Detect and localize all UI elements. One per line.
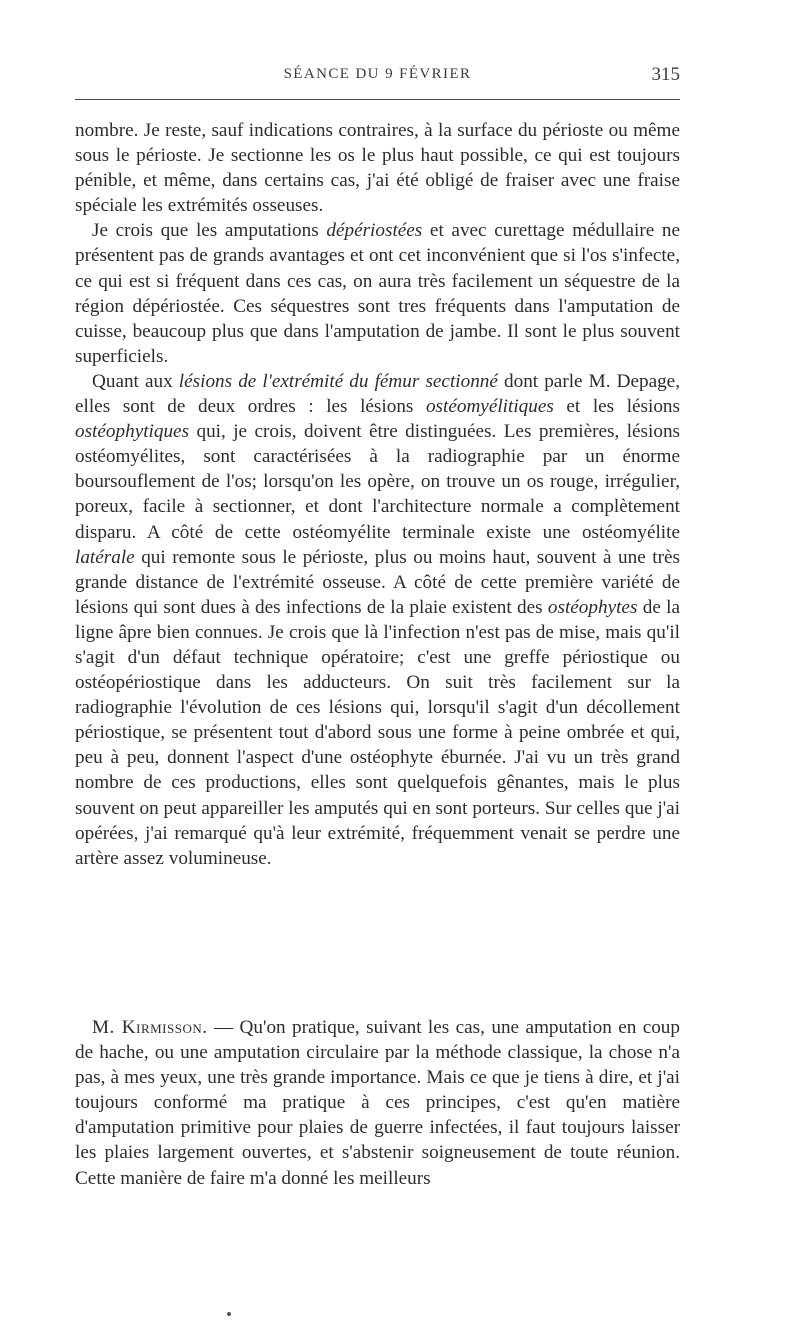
- paragraph-2: [75, 218, 680, 369]
- emphasis-lesions-femur: lésions de l'extrémité du fémur sectionné: [178, 370, 498, 392]
- print-speck: [227, 1312, 231, 1316]
- running-head: [75, 64, 680, 88]
- emphasis-osteophytiques: ostéophytiques: [75, 421, 190, 443]
- header-rule: [75, 99, 680, 100]
- emphasis-deperiostees: dépériostées: [326, 220, 423, 242]
- paragraph-2-text-a: Je crois que les amputations: [92, 220, 327, 242]
- speaker-name: M. Kirmisson.: [92, 1017, 208, 1038]
- paragraph-2-text-b: et avec curettage médullaire ne présentent pas de grands avantages et ont cet inconvénient que si l'os s'infecte, ce qui est si fréquent dans ces cas, on aura très facilement un séquestre de la région dépériostée. Ces séquestres sont tres fréquents dans l'amputation de cuisse, beaucoup plus que dans l'amputation de jambe. Il sont le plus souvent superficiels.: [75, 220, 680, 367]
- paragraph-3-text-f: de la ligne âpre bien connues. Je crois que là l'infection n'est pas de mise, mais qu'il s'agit d'un défaut technique opératoire; c'est une greffe périostique ou ostéopériostique dans les adducteurs. On suit très facilement sur la radiographie l'évolution de ces lésions qui, lorsqu'il s'agit d'un décollement périostique, se présentent tout d'abord sous une forme à peine ombrée et qui, peu à peu, donnent l'aspect d'une ostéophyte éburnée. J'ai vu un très grand nombre de ces productions, elles sont quelquefois gênantes, mais le plus souvent on peut appareiller les amputés qui en sont porteurs. Sur celles que j'ai opérées, j'ai remarqué qu'à leur extrémité, fréquemment venait se perdre une artère assez volumineuse.: [75, 596, 680, 869]
- emphasis-osteophytes: ostéophytes: [547, 596, 638, 618]
- running-title: SÉANCE DU 9 FÉVRIER: [283, 66, 472, 82]
- page-number: 315: [651, 64, 680, 85]
- paragraph-3-text-e: qui remonte sous le périoste, plus ou moins haut, souvent à une très grande distance de l'extrémité osseuse. A côté de cette première variété de lésions qui sont dues à des infections de la plaie existent des: [75, 546, 680, 618]
- paragraph-3-text-c: et les lésions: [553, 396, 680, 418]
- paragraph-1: [75, 118, 680, 218]
- emphasis-osteomyelitiques: ostéomyélitiques: [425, 396, 554, 418]
- paragraph-4: [75, 1015, 680, 1191]
- paragraph-1-text: nombre. Je reste, sauf indications contraires, à la surface du périoste ou même sous le périoste. Je sectionne les os le plus haut possible, ce qui est toujours pénible, et même, dans certains cas, j'ai été obligé de fraiser avec une fraise spéciale les extrémités osseuses.: [75, 120, 680, 217]
- paragraph-4-text: — Qu'on pratique, suivant les cas, une amputation en coup de hache, ou une amputation circulaire par la méthode classique, la chose n'a pas, à mes yeux, une très grande importance. Mais ce que je tiens à dire, et j'ai toujours conformé ma pratique à ces principes, c'est qu'en matière d'amputation primitive pour plaies de guerre infectées, il faut toujours laisser les plaies largement ouvertes, et s'abstenir soigneusement de toute réunion. Cette manière de faire m'a donné les meilleurs: [75, 1017, 680, 1189]
- text-block-kirmisson: [75, 1015, 680, 1191]
- paragraph-3: [75, 369, 680, 871]
- paragraph-3-text-d: qui, je crois, doivent être distinguées. Les premières, lésions ostéomyélites, sont caractérisées à la radiographie par un énorme boursouflement de l'os; lorsqu'on les opère, on trouve un os rouge, irrégulier, poreux, facile à sectionner, et dont l'architecture normale a complètement disparu. A côté de cette ostéomyélite terminale existe une ostéomyélite: [75, 421, 680, 543]
- paragraph-3-text-a: Quant aux: [92, 370, 179, 392]
- text-block-main: [75, 118, 680, 871]
- emphasis-laterale: latérale: [75, 546, 135, 568]
- paragraph-3-text-b: dont parle M. Depage, elles sont de deux ordres : les lésions: [75, 370, 680, 418]
